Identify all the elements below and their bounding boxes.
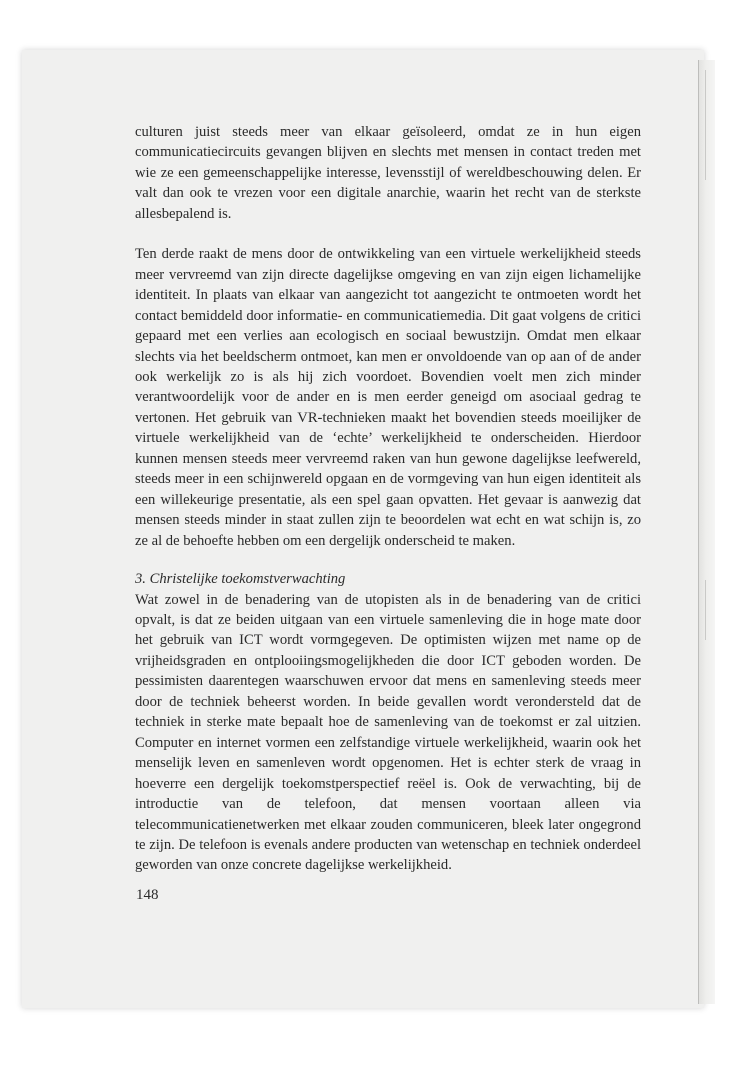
paragraph-2: Ten derde raakt de mens door de ontwikkeling van een virtuele werkelijkheid steeds meer vervreemd van zijn directe dagelijkse omgeving en van zijn eigen lichamelijke identiteit. In plaats van elkaar van aangezicht tot aangezicht te ontmoeten wordt het contact bemiddeld door informatie- en communicatiemedia. Dit gaat volgens de critici gepaard met een verlies aan ecologisch en sociaal bewustzijn. Omdat men elkaar slechts via het beeldscherm ontmoet, kan men er onvoldoende van op aan of de ander ook werkelijk zo is als hij zich voordoet. Bovendien voelt men zich minder verantwoordelijk voor de ander en is men eerder geneigd om asociaal gedrag te vertonen. Het gebruik van VR-technieken maakt het bovendien steeds moeilijker de virtuele werkelijkheid van de ‘echte’ werkelijkheid te onderscheiden. Hierdoor kunnen mensen steeds meer vervreemd raken van hun gewone dagelijkse leefwereld, steeds meer in een schijnwereld opgaan en de vormgeving van hun eigen identiteit als een willekeurige presentatie, als een spel gaan opvatten. Het gevaar is aanwezig dat mensen steeds minder in staat zullen zijn te beoordelen wat echt en wat schijn is, zo ze al de behoefte hebben om een dergelijk onderscheid te maken. (135, 246, 641, 549)
body-text (135, 122, 641, 876)
paragraph-1: culturen juist steeds meer van elkaar geïsoleerd, omdat ze in hun eigen communicatiecircuits gevangen blijven en slechts met mensen in contact treden met wie ze een gemeenschappelijke interesse, levensstijl of wereldbeschouwing delen. Er valt dan ook te vrezen voor een digitale anarchie, waarin het recht van de sterkste allesbepalend is. (135, 124, 641, 222)
edge-line (705, 70, 706, 180)
paragraph-3: Wat zowel in de benadering van de utopisten als in de benadering van de critici opvalt, is dat ze beiden uitgaan van een virtuele samenleving die in hoge mate door het gebruik van ICT wordt vormgegeven. De optimisten wijzen met name op de vrijheidsgraden en ontplooiingsmogelijkheden die door ICT geboden worden. De pessimisten daarentegen waarschuwen ervoor dat mens en samenleving steeds meer door de techniek beheerst worden. In beide gevallen wordt verondersteld dat de techniek in sterke mate bepaalt hoe de samenleving van de toekomst er zal uitzien. Computer en internet vormen een zelfstandige virtuele werkelijkheid, waarin ook het menselijk leven en samenleven wordt opgenomen. Het is echter sterk de vraag in hoeverre een dergelijk toekomstperspectief reëel is. Ook de verwachting, bij de introductie van de telefoon, dat mensen voortaan alleen via telecommunicatienetwerken met elkaar zouden communiceren, bleek later ongegrond te zijn. De telefoon is evenals andere producten van wetenschap en techniek onderdeel geworden van onze concrete dagelijkse werkelijkheid. (135, 591, 641, 874)
section-heading: 3. Christelijke toekomstverwachting (135, 571, 346, 588)
page-number: 148 (136, 887, 159, 903)
edge-line (705, 580, 706, 640)
book-page-edge (698, 60, 715, 1004)
